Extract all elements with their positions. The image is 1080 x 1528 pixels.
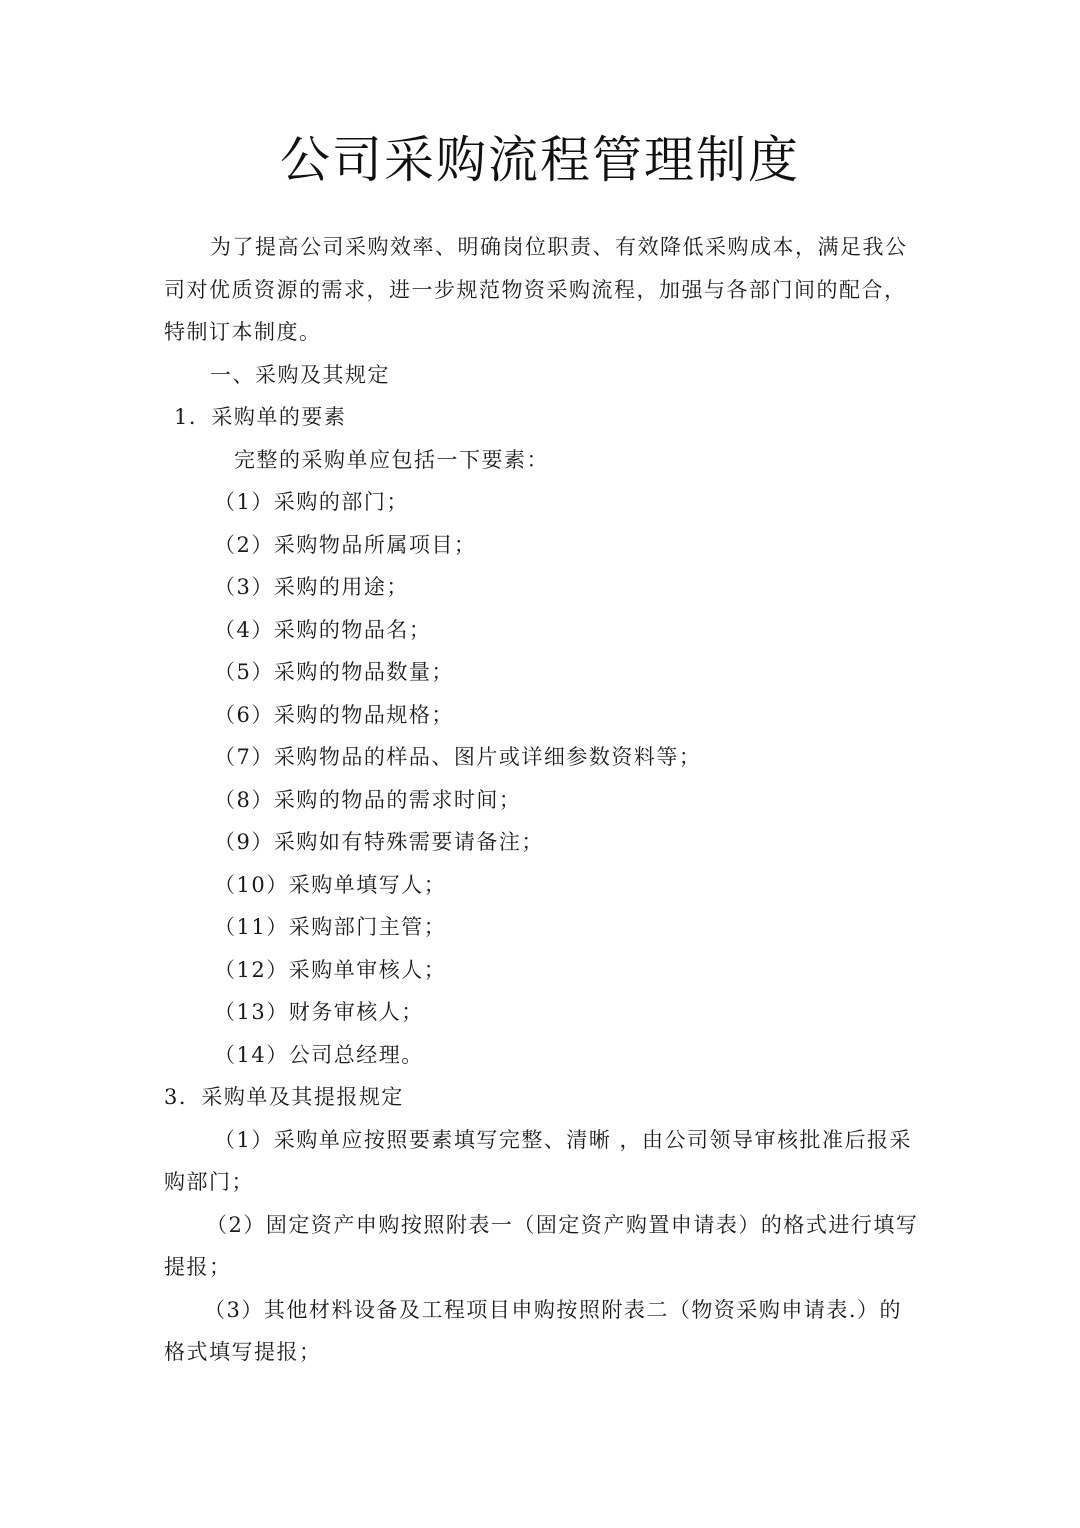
element-item: （12）采购单审核人；: [214, 957, 447, 982]
element-item: （7）采购物品的样品、图片或详细参数资料等；: [214, 745, 702, 769]
rule-paragraph: （1）采购单应按照要素填写完整、清晰 ，由公司领导审核批准后报采购部门；: [164, 1127, 913, 1194]
subsection-heading-order-elements: 1．采购单的要素: [174, 405, 347, 429]
document-title: 公司采购流程管理制度: [280, 131, 800, 189]
intro-paragraph: 为了提高公司采购效率、明确岗位职责、有效降低采购成本，满足我公司对优质资源的需求，进一步规范物资采购流程，加强与各部门间的配合，特制订本制度。: [164, 235, 908, 344]
document-body: [164, 226, 920, 1374]
element-item: （6）采购的物品规格；: [214, 702, 454, 727]
element-item: （10）采购单填写人；: [214, 872, 447, 897]
element-item: （2）采购物品所属项目；: [214, 532, 477, 557]
subsection-heading-order-submission: 3．采购单及其提报规定: [164, 1085, 404, 1109]
section-heading-procurement-rules: 一、采购及其规定: [210, 362, 390, 387]
element-item: （4）采购的物品名；: [214, 617, 432, 642]
rule-paragraph: （3）其他材料设备及工程项目申购按照附表二（物资采购申请表.）的格式填写提报；: [164, 1297, 903, 1364]
element-item: （5）采购的物品数量；: [214, 660, 454, 684]
element-item: （3）采购的用途；: [214, 575, 409, 599]
element-item: （11）采购部门主管；: [214, 915, 447, 939]
element-item: （13）财务审核人；: [214, 1000, 424, 1024]
element-item: （14）公司总经理。: [214, 1042, 424, 1067]
element-item: （8）采购的物品的需求时间；: [214, 787, 522, 812]
element-item: （1）采购的部门；: [214, 490, 409, 514]
rule-paragraph: （2）固定资产申购按照附表一（固定资产购置申请表）的格式进行填写提报；: [164, 1212, 919, 1279]
element-item: （9）采购如有特殊需要请备注；: [214, 830, 544, 854]
elements-lead-text: 完整的采购单应包括一下要素：: [234, 447, 549, 472]
